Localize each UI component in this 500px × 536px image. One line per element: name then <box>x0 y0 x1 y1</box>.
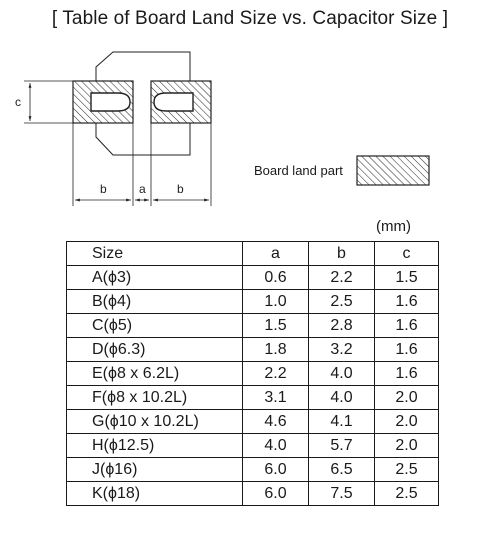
cell-c: 1.6 <box>375 338 439 362</box>
unit-label: (mm) <box>376 218 411 235</box>
land-diagram <box>0 0 500 240</box>
cell-size: G(ϕ10 x 10.2L) <box>67 410 243 434</box>
cell-size: D(ϕ6.3) <box>67 338 243 362</box>
cell-c: 2.5 <box>375 482 439 506</box>
table-row <box>67 410 439 434</box>
table-row <box>67 458 439 482</box>
header-b: b <box>309 242 375 266</box>
cell-size: B(ϕ4) <box>67 290 243 314</box>
cell-c: 1.6 <box>375 290 439 314</box>
cell-c: 2.0 <box>375 386 439 410</box>
table-header-row <box>67 242 439 266</box>
cell-c: 1.6 <box>375 362 439 386</box>
dim-c-label: c <box>15 95 21 109</box>
cell-b: 5.7 <box>309 434 375 458</box>
cell-size: F(ϕ8 x 10.2L) <box>67 386 243 410</box>
cell-b: 4.0 <box>309 386 375 410</box>
table-row <box>67 314 439 338</box>
cell-c: 2.0 <box>375 434 439 458</box>
cell-a: 0.6 <box>243 266 309 290</box>
cell-c: 2.5 <box>375 458 439 482</box>
cell-b: 7.5 <box>309 482 375 506</box>
cell-b: 6.5 <box>309 458 375 482</box>
table-row <box>67 266 439 290</box>
table-row <box>67 482 439 506</box>
terminal-left <box>91 93 130 111</box>
cell-c: 2.0 <box>375 410 439 434</box>
cell-a: 1.5 <box>243 314 309 338</box>
cell-size: E(ϕ8 x 6.2L) <box>67 362 243 386</box>
cell-a: 6.0 <box>243 482 309 506</box>
header-a: a <box>243 242 309 266</box>
cell-b: 4.1 <box>309 410 375 434</box>
cell-b: 4.0 <box>309 362 375 386</box>
dim-a-label: a <box>139 182 146 196</box>
cell-size: J(ϕ16) <box>67 458 243 482</box>
cell-a: 3.1 <box>243 386 309 410</box>
dim-b-left-label: b <box>100 182 107 196</box>
table-row <box>67 434 439 458</box>
table-row <box>67 338 439 362</box>
cell-a: 1.0 <box>243 290 309 314</box>
table-row <box>67 386 439 410</box>
header-size: Size <box>67 242 243 266</box>
cell-a: 1.8 <box>243 338 309 362</box>
cell-c: 1.5 <box>375 266 439 290</box>
cell-size: K(ϕ18) <box>67 482 243 506</box>
cell-b: 2.5 <box>309 290 375 314</box>
cell-a: 4.6 <box>243 410 309 434</box>
legend-label: Board land part <box>254 163 343 178</box>
cell-c: 1.6 <box>375 314 439 338</box>
cell-size: A(ϕ3) <box>67 266 243 290</box>
table-row <box>67 362 439 386</box>
cell-a: 4.0 <box>243 434 309 458</box>
header-c: c <box>375 242 439 266</box>
cell-a: 2.2 <box>243 362 309 386</box>
cell-size: C(ϕ5) <box>67 314 243 338</box>
legend-swatch <box>357 156 429 185</box>
terminal-right <box>154 93 193 111</box>
cell-b: 2.8 <box>309 314 375 338</box>
cell-b: 3.2 <box>309 338 375 362</box>
page-title: [ Table of Board Land Size vs. Capacitor Size ] <box>51 8 449 29</box>
dim-b-right-label: b <box>177 182 184 196</box>
land-size-table <box>66 241 439 506</box>
cell-b: 2.2 <box>309 266 375 290</box>
cell-a: 6.0 <box>243 458 309 482</box>
cell-size: H(ϕ12.5) <box>67 434 243 458</box>
table-row <box>67 290 439 314</box>
